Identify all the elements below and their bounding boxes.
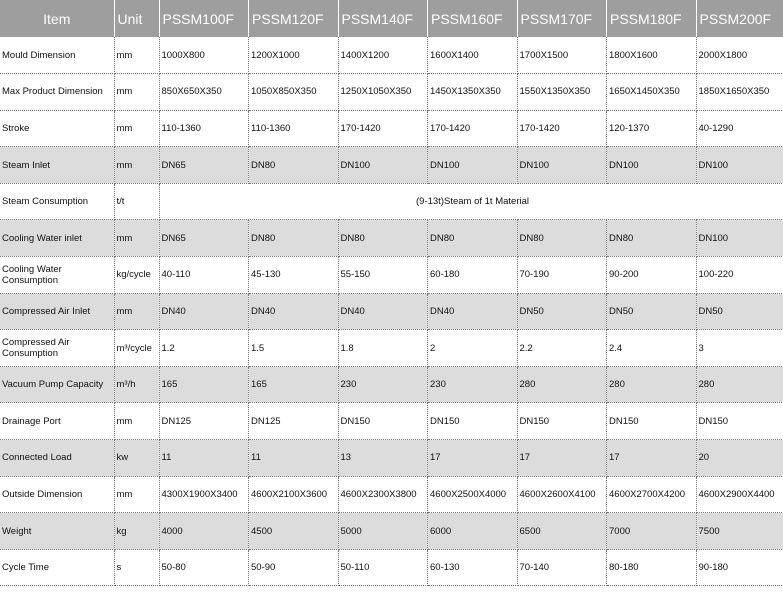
value-cell: DN40 [428, 293, 518, 330]
value-cell: 40-1290 [696, 110, 783, 147]
value-cell: 850X650X350 [159, 74, 249, 111]
merged-value-cell: (9-13t)Steam of 1t Material [159, 183, 783, 220]
value-cell: DN100 [607, 147, 697, 184]
table-row [0, 513, 783, 550]
value-cell: 110-1360 [159, 110, 249, 147]
item-cell: Weight [0, 513, 114, 550]
unit-cell: kw [114, 440, 159, 477]
header-unit: Unit [114, 0, 159, 37]
header-model: PSSM200F [696, 0, 783, 37]
value-cell: 1450X1350X350 [428, 74, 518, 111]
item-cell: Outside Dimension [0, 476, 114, 513]
value-cell: 50-90 [249, 549, 339, 586]
unit-cell: mm [114, 37, 159, 74]
value-cell: 40-110 [159, 257, 249, 294]
header-model: PSSM120F [249, 0, 339, 37]
item-cell: Compressed Air Consumption [0, 330, 114, 367]
table-row [0, 549, 783, 586]
table-row [0, 440, 783, 477]
header-model: PSSM160F [428, 0, 518, 37]
value-cell: 50-110 [338, 549, 428, 586]
value-cell: DN40 [249, 293, 339, 330]
value-cell: 7000 [607, 513, 697, 550]
value-cell: 1650X1450X350 [607, 74, 697, 111]
header-row [0, 0, 783, 37]
value-cell: 90-180 [696, 549, 783, 586]
value-cell: DN40 [338, 293, 428, 330]
unit-cell: mm [114, 403, 159, 440]
value-cell: DN150 [517, 403, 607, 440]
value-cell: 1700X1500 [517, 37, 607, 74]
value-cell: 110-1360 [249, 110, 339, 147]
item-cell: Cycle Time [0, 549, 114, 586]
value-cell: DN100 [517, 147, 607, 184]
value-cell: DN80 [428, 220, 518, 257]
item-cell: Steam Consumption [0, 183, 114, 220]
value-cell: DN100 [338, 147, 428, 184]
value-cell: 80-180 [607, 549, 697, 586]
value-cell: 70-190 [517, 257, 607, 294]
value-cell: 2 [428, 330, 518, 367]
table-row [0, 220, 783, 257]
unit-cell: m³/h [114, 366, 159, 403]
value-cell: 13 [338, 440, 428, 477]
value-cell: DN150 [696, 403, 783, 440]
table-row [0, 366, 783, 403]
value-cell: 4600X2600X4100 [517, 476, 607, 513]
value-cell: 20 [696, 440, 783, 477]
value-cell: 4500 [249, 513, 339, 550]
value-cell: 1050X850X350 [249, 74, 339, 111]
value-cell: 165 [159, 366, 249, 403]
table-row [0, 476, 783, 513]
header-model: PSSM170F [517, 0, 607, 37]
item-cell: Cooling Water Consumption [0, 257, 114, 294]
value-cell: 4600X2700X4200 [607, 476, 697, 513]
item-cell: Mould Dimension [0, 37, 114, 74]
value-cell: 1800X1600 [607, 37, 697, 74]
table-row [0, 293, 783, 330]
value-cell: 60-180 [428, 257, 518, 294]
value-cell: 230 [338, 366, 428, 403]
unit-cell: mm [114, 476, 159, 513]
value-cell: 1600X1400 [428, 37, 518, 74]
item-cell: Connected Load [0, 440, 114, 477]
value-cell: 4300X1900X3400 [159, 476, 249, 513]
value-cell: DN40 [159, 293, 249, 330]
value-cell: 1200X1000 [249, 37, 339, 74]
value-cell: 4600X2900X4400 [696, 476, 783, 513]
value-cell: DN150 [338, 403, 428, 440]
value-cell: 100-220 [696, 257, 783, 294]
value-cell: DN80 [249, 147, 339, 184]
unit-cell: mm [114, 147, 159, 184]
value-cell: 50-80 [159, 549, 249, 586]
value-cell: 2000X1800 [696, 37, 783, 74]
value-cell: 4600X2300X3800 [338, 476, 428, 513]
value-cell: DN100 [696, 147, 783, 184]
table-row [0, 183, 783, 220]
value-cell: 170-1420 [517, 110, 607, 147]
header-model: PSSM100F [159, 0, 249, 37]
item-cell: Stroke [0, 110, 114, 147]
value-cell: DN65 [159, 147, 249, 184]
value-cell: 280 [607, 366, 697, 403]
value-cell: 11 [159, 440, 249, 477]
value-cell: 1550X1350X350 [517, 74, 607, 111]
value-cell: 1.2 [159, 330, 249, 367]
unit-cell: mm [114, 74, 159, 111]
value-cell: 7500 [696, 513, 783, 550]
value-cell: 1000X800 [159, 37, 249, 74]
unit-cell: kg/cycle [114, 257, 159, 294]
unit-cell: m³/cycle [114, 330, 159, 367]
unit-cell: mm [114, 293, 159, 330]
value-cell: 11 [249, 440, 339, 477]
value-cell: 280 [696, 366, 783, 403]
value-cell: 1.5 [249, 330, 339, 367]
header-model: PSSM180F [607, 0, 697, 37]
value-cell: 230 [428, 366, 518, 403]
value-cell: DN65 [159, 220, 249, 257]
value-cell: 6500 [517, 513, 607, 550]
value-cell: 4000 [159, 513, 249, 550]
value-cell: 3 [696, 330, 783, 367]
value-cell: 5000 [338, 513, 428, 550]
value-cell: 4600X2500X4000 [428, 476, 518, 513]
unit-cell: mm [114, 220, 159, 257]
value-cell: 1.8 [338, 330, 428, 367]
value-cell: DN125 [159, 403, 249, 440]
table-row [0, 330, 783, 367]
value-cell: DN100 [696, 220, 783, 257]
value-cell: 120-1370 [607, 110, 697, 147]
value-cell: DN80 [517, 220, 607, 257]
value-cell: 4600X2100X3600 [249, 476, 339, 513]
value-cell: 90-200 [607, 257, 697, 294]
value-cell: 1400X1200 [338, 37, 428, 74]
table-row [0, 37, 783, 74]
value-cell: 55-150 [338, 257, 428, 294]
unit-cell: mm [114, 110, 159, 147]
value-cell: DN50 [607, 293, 697, 330]
value-cell: DN150 [607, 403, 697, 440]
unit-cell: kg [114, 513, 159, 550]
value-cell: 17 [517, 440, 607, 477]
value-cell: 17 [428, 440, 518, 477]
value-cell: 2.2 [517, 330, 607, 367]
table-row [0, 257, 783, 294]
table-row [0, 403, 783, 440]
value-cell: 2.4 [607, 330, 697, 367]
header-item: Item [0, 0, 114, 37]
table-row [0, 110, 783, 147]
value-cell: 45-130 [249, 257, 339, 294]
value-cell: 60-130 [428, 549, 518, 586]
value-cell: DN100 [428, 147, 518, 184]
value-cell: DN80 [249, 220, 339, 257]
table-row [0, 147, 783, 184]
table-row [0, 74, 783, 111]
unit-cell: t/t [114, 183, 159, 220]
unit-cell: s [114, 549, 159, 586]
value-cell: DN80 [607, 220, 697, 257]
value-cell: DN50 [696, 293, 783, 330]
item-cell: Cooling Water inlet [0, 220, 114, 257]
item-cell: Max Product Dimension [0, 74, 114, 111]
header-model: PSSM140F [338, 0, 428, 37]
value-cell: 1850X1650X350 [696, 74, 783, 111]
value-cell: DN80 [338, 220, 428, 257]
value-cell: 17 [607, 440, 697, 477]
item-cell: Compressed Air Inlet [0, 293, 114, 330]
item-cell: Vacuum Pump Capacity [0, 366, 114, 403]
value-cell: 1250X1050X350 [338, 74, 428, 111]
value-cell: DN50 [517, 293, 607, 330]
value-cell: 165 [249, 366, 339, 403]
value-cell: 70-140 [517, 549, 607, 586]
value-cell: DN150 [428, 403, 518, 440]
value-cell: 170-1420 [338, 110, 428, 147]
value-cell: 6000 [428, 513, 518, 550]
value-cell: DN125 [249, 403, 339, 440]
value-cell: 280 [517, 366, 607, 403]
item-cell: Drainage Port [0, 403, 114, 440]
item-cell: Steam Inlet [0, 147, 114, 184]
value-cell: 170-1420 [428, 110, 518, 147]
